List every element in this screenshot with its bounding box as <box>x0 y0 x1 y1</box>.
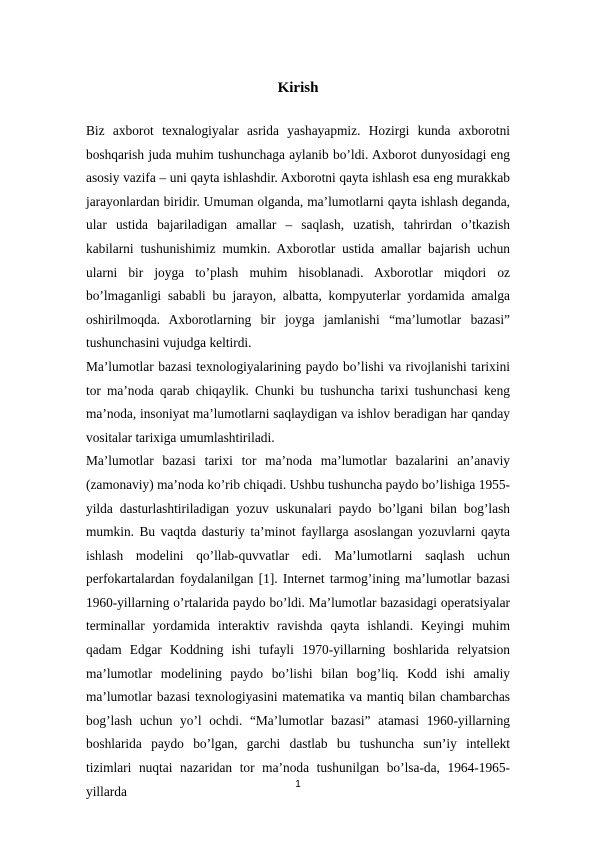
page-title: Kirish <box>277 80 319 96</box>
paragraph-2: Ma’lumotlar bazasi texnologiyalarining paydo bo’lishi va rivojlanishi tarixini tor ma’noda qarab chiqaylik. Chunki bu tushuncha tarixi tushunchasi keng ma’noda, insoniyat ma’lumotlarni saqlaydigan va ishlov beradigan har qanday vositalar tarixiga umumlashtiriladi. <box>86 358 510 445</box>
paragraph-3: Ma’lumotlar bazasi tarixi tor ma’noda ma’lumotlar bazalarini an’anaviy (zamonaviy) ma’noda ko’rib chiqadi. Ushbu tushuncha paydo bo’lishiga 1955-yilda dasturlashtiriladigan yozuv uskunalari paydo bo’lgani bilan bog’lash mumkin. Bu vaqtda dasturiy ta’minot fayllarga asoslangan yozuvlarni qayta ishlash modelini qo’llab-quvvatlar edi. Ma’lumotlarni saqlash uchun perfokartalardan foydalanilgan [1]. Internet tarmog’ining ma’lumotlar bazasi 1960-yillarning o’rtalarida paydo bo’ldi. Ma’lumotlar bazasidagi operatsiyalar terminallar yordamida interaktiv ravishda qayta ishlandi. Keyingi muhim qadam Edgar Koddning ishi tufayli 1970-yillarning boshlarida relyatsion ma’lumotlar modelining paydo bo’lishi bilan bog’liq. Kodd ishi amaliy ma’lumotlar bazasi texnologiyasini matematika va mantiq bilan chambarchas bog’lash uchun yo’l ochdi. “Ma’lumotlar bazasi” atamasi 1960-yillarning boshlarida paydo bo’lgan, garchi dastlab bu tushuncha sun’iy intellekt tizimlari nuqtai nazaridan tor ma’noda tushunilgan bo’lsa-da, 1964-1965-yillarda <box>86 453 510 799</box>
paragraph-1: Biz axborot texnalogiyalar asrida yashayapmiz. Hozirgi kunda axborotni boshqarish juda muhim tushunchaga aylanib bo’ldi. Axborot dunyosidagi eng asosiy vazifa – uni qayta ishlashdir. Axborotni qayta ishlash esa eng murakkab jarayonlardan biridir. Umuman olganda, ma’lumotlarni qayta ishlash deganda, ular ustida bajariladigan amallar – saqlash, uzatish, tahrirdan o’tkazish kabilarni tushunishimiz mumkin. Axborotlar ustida amallar bajarish uchun ularni bir joyga to’plash muhim hisoblanadi. Axborotlar miqdori oz bo’lmaganligi sababli bu jarayon, albatta, kompyuterlar yordamida amalga oshirilmoqda. Axborotlarning bir joyga jamlanishi “ma’lumotlar bazasi” tushunchasini vujudga keltirdi. <box>86 123 510 351</box>
document-body <box>86 119 510 803</box>
page-number: 1 <box>295 779 301 790</box>
